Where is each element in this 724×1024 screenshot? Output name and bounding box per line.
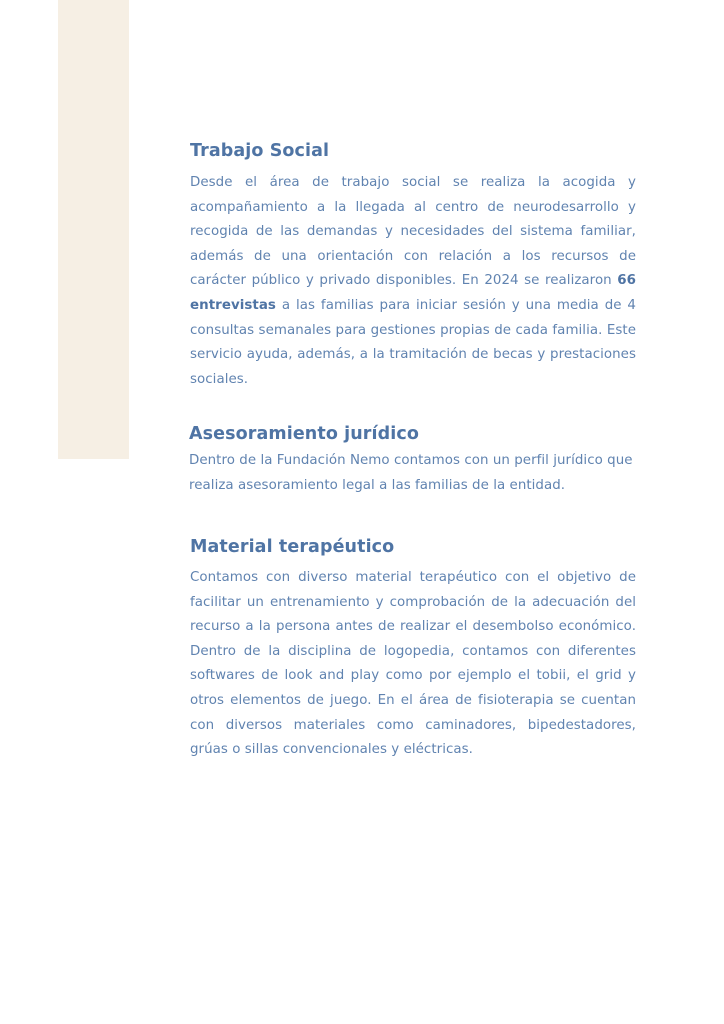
highlight-interviews-count: 66 entrevistas	[190, 273, 636, 313]
decorative-side-band	[58, 0, 129, 459]
section-asesoramiento-juridico	[189, 424, 644, 498]
section-title-material-terapeutico: Material terapéutico	[190, 537, 395, 557]
body-text-part: Desde el área de trabajo social se realiza la acogida y acompañamiento a la llegada al centro de neurodesarrollo y recogida de las demandas y necesidades del sistema familiar, además de una orientación con relación a los recursos de carácter público y privado disponibles. En 2024 se realizaron	[190, 175, 636, 289]
body-text-part: a las familias para iniciar sesión y una media de 4 consultas semanales para gestiones propias de cada familia. Este servicio ayuda, además, a la tramitación de becas y prestaciones sociales.	[190, 297, 636, 387]
section-title-asesoramiento-juridico: Asesoramiento jurídico	[189, 424, 419, 444]
section-body-material-terapeutico: Contamos con diverso material terapéutico con el objetivo de facilitar un entrenamiento y comprobación de la adecuación del recurso a la persona antes de realizar el desembolso económico. Dentro de la disciplina de logopedia, contamos con diferentes softwares de look and play como por ejemplo el tobii, el grid y otros elementos de juego. En el área de fisioterapia se cuentan con diversos materiales como caminadores, bipedestadores, grúas o sillas convencionales y eléctricas.	[190, 570, 636, 758]
section-title-trabajo-social: Trabajo Social	[190, 141, 330, 161]
section-material-terapeutico	[190, 537, 636, 763]
section-body-trabajo-social	[190, 171, 636, 392]
section-trabajo-social	[190, 141, 636, 392]
section-body-asesoramiento-juridico: Dentro de la Fundación Nemo contamos con un perfil jurídico que realiza asesoramiento legal a las familias de la entidad.	[189, 453, 633, 493]
